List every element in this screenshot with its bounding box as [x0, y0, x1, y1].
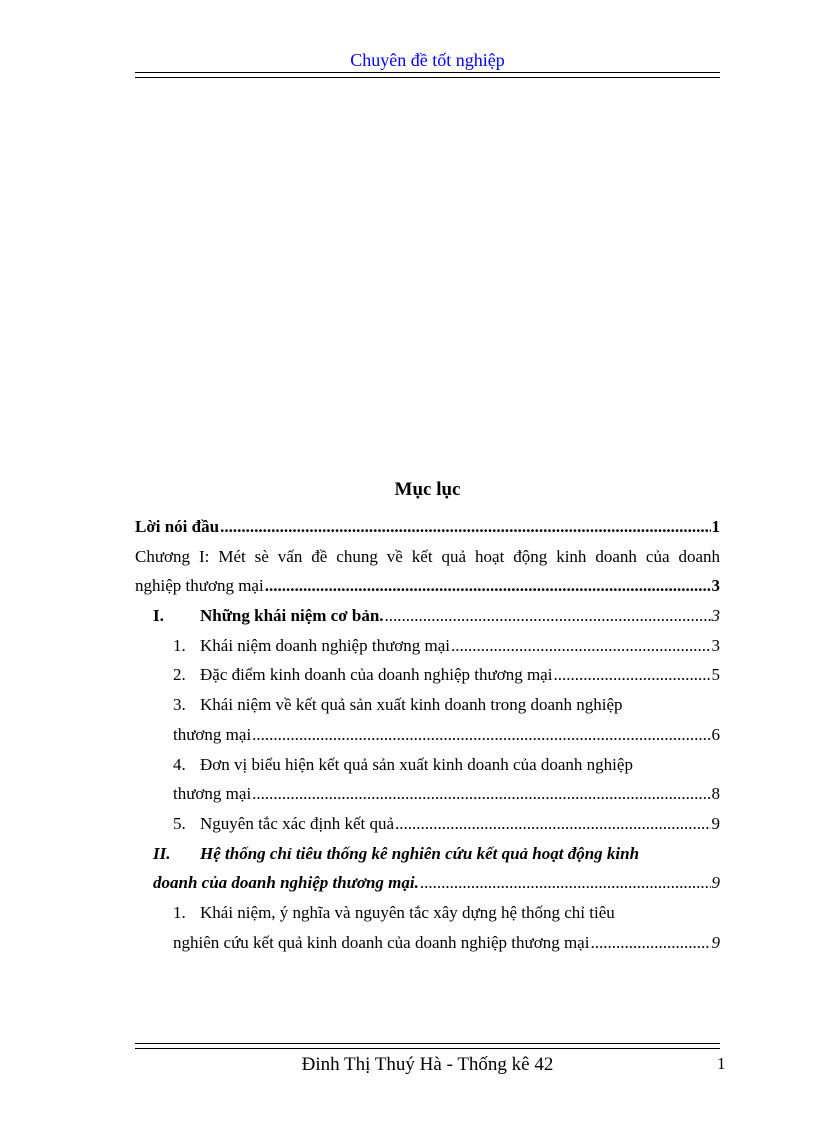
toc-entry-text: nghiệp thương mại — [135, 576, 264, 596]
toc-entry-text: nghiên cứu kết quả kinh doanh của doanh nghiệp thương mại — [173, 932, 590, 952]
toc-entry-page: 5 — [711, 665, 720, 685]
toc-entry[interactable] — [135, 660, 720, 690]
toc-entry-page: 6 — [711, 724, 720, 744]
toc-entry[interactable] — [135, 542, 720, 572]
toc-entry-continuation[interactable] — [135, 571, 720, 601]
header-rule — [135, 72, 720, 78]
toc-entry-page: 3 — [711, 606, 720, 626]
toc-entry-text: Khái niệm, ý nghĩa và nguyên tắc xây dựng hệ thống chỉ tiêu — [200, 902, 615, 922]
toc-entry-number: 1. — [173, 635, 186, 655]
toc-entry-text: thương mại — [173, 724, 252, 744]
leader-dots — [220, 512, 710, 542]
toc-title: Mục lục — [394, 479, 461, 500]
leader-dots — [395, 809, 710, 839]
toc-entry-text: Chương I: Mét sè vấn đề chung về kết quả hoạt động kinh doanh của doanh — [135, 546, 720, 566]
toc-entry[interactable] — [135, 750, 720, 780]
leader-dots — [252, 720, 710, 750]
toc-entry-text: Đơn vị biểu hiện kết quả sản xuất kinh doanh của doanh nghiệp — [200, 754, 633, 774]
toc-entry-page: 9 — [711, 813, 720, 833]
footer-author: Đinh Thị Thuý Hà - Thống kê 42 — [301, 1054, 554, 1075]
toc-entry-text: Hệ thống chỉ tiêu thống kê nghiên cứu kết quả hoạt động kinh — [200, 843, 640, 863]
toc-entry-text: thương mại — [173, 784, 252, 804]
footer-page-number: 1 — [717, 1054, 726, 1073]
toc-entry[interactable] — [135, 512, 720, 542]
toc-entry-continuation[interactable] — [135, 868, 720, 898]
leader-dots — [265, 571, 711, 601]
toc-entry-text: Đặc điểm kinh doanh của doanh nghiệp thương mại — [200, 665, 553, 685]
toc-entry[interactable] — [135, 690, 720, 720]
leader-dots — [385, 601, 711, 631]
toc-entry-continuation[interactable] — [135, 928, 720, 958]
toc-entry[interactable] — [135, 839, 720, 869]
toc-entry-page: 1 — [711, 517, 720, 536]
table-of-contents — [135, 512, 720, 957]
leader-dots — [553, 660, 710, 690]
toc-entry-continuation[interactable] — [135, 779, 720, 809]
toc-entry-text: Lời nói đầu — [135, 517, 220, 536]
toc-entry-number: 1. — [173, 902, 186, 922]
toc-entry[interactable] — [135, 631, 720, 661]
toc-entry-page: 3 — [711, 576, 720, 596]
toc-entry-number: 2. — [173, 665, 186, 685]
toc-entry-text: Nguyên tắc xác định kết quả — [200, 813, 395, 833]
toc-entry-text: Khái niệm doanh nghiệp thương mại — [200, 635, 451, 655]
toc-entry-continuation[interactable] — [135, 720, 720, 750]
leader-dots — [590, 928, 710, 958]
leader-dots — [252, 779, 710, 809]
toc-entry-page: 3 — [711, 635, 720, 655]
toc-entry-page: 9 — [711, 932, 720, 952]
toc-entry-number: I. — [153, 606, 164, 626]
toc-entry-text: Những khái niệm cơ bản. — [200, 606, 384, 626]
toc-entry-number: 3. — [173, 695, 186, 715]
toc-entry-number: 4. — [173, 754, 186, 774]
toc-entry-text: doanh của doanh nghiệp thương mại. — [153, 873, 419, 893]
toc-entry-number: II. — [153, 843, 171, 863]
toc-entry-page: 9 — [711, 873, 720, 893]
toc-entry-text: Khái niệm về kết quả sản xuất kinh doanh trong doanh nghiệp — [200, 695, 623, 715]
toc-entry[interactable] — [135, 809, 720, 839]
toc-entry-number: 5. — [173, 813, 186, 833]
page-header-title: Chuyên đề tốt nghiệp — [350, 50, 505, 70]
toc-entry-page: 8 — [711, 784, 720, 804]
toc-entry[interactable] — [135, 601, 720, 631]
toc-entry[interactable] — [135, 898, 720, 928]
footer-rule — [135, 1043, 720, 1049]
leader-dots — [451, 631, 710, 661]
leader-dots — [420, 868, 711, 898]
